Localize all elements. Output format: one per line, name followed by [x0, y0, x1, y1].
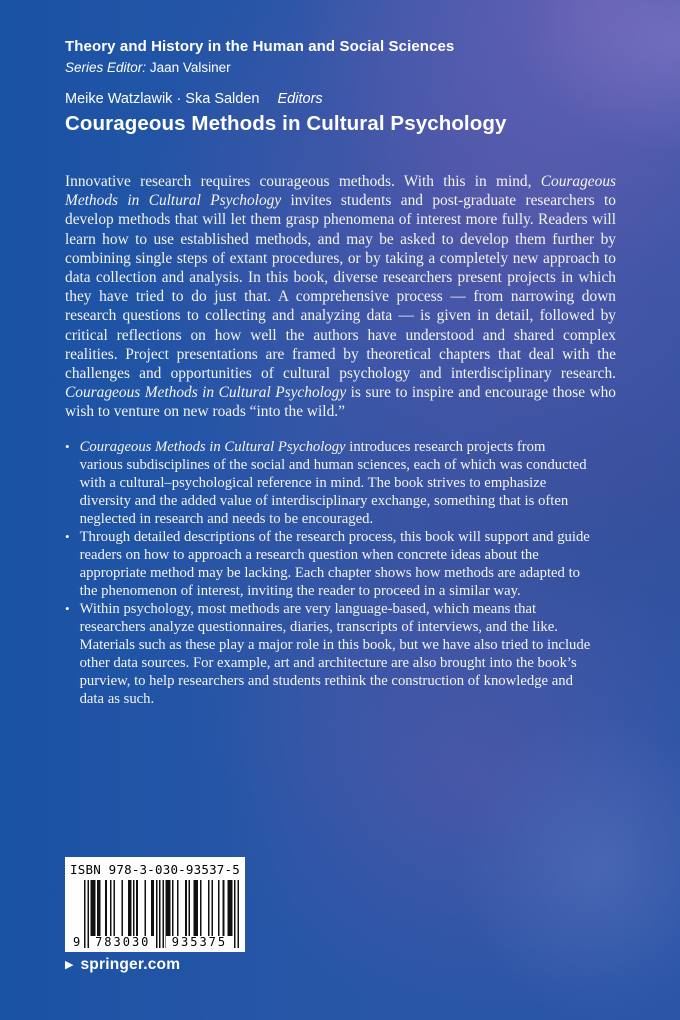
- book-title: Courageous Methods in Cultural Psychology: [65, 112, 507, 135]
- springer-arrow-icon: ▶: [65, 958, 74, 971]
- editor-names: Meike Watzlawik · Ska Salden: [65, 91, 260, 107]
- synopsis-paragraph: Innovative research requires courageous methods. With this in mind, Courageous Methods in Cultural Psychology invites students and post-graduate researchers to develop methods that will let them grasp phenomena of interest more fully. Readers will learn how to use established methods, and may be asked to develop them further by combining single steps of extant procedures, or by taking a completely new approach to data collection and analysis. In this book, diverse researchers present projects in which they have tried to do just that. A comprehensive process — from narrowing down research questions to collecting and analyzing data — is given in detail, followed by critical reflections on how well the authors have understood and shared complex realities. Project presentations are framed by theoretical chapters that deal with the challenges and opportunities of cultural psychology and interdisciplinary research. Courageous Methods in Cultural Psychology is sure to inspire and encourage those who wish to venture on new roads “into the wild.”: [65, 173, 616, 421]
- editors-label: Editors: [277, 91, 323, 107]
- series-editor-line: [65, 59, 616, 76]
- list-item: [65, 438, 591, 528]
- list-item: [65, 528, 591, 600]
- bullet-icon: •: [65, 438, 70, 454]
- publisher-footer: [65, 956, 180, 974]
- list-item: [65, 600, 591, 708]
- series-editor-name: Jaan Valsiner: [149, 60, 231, 75]
- bullet-text: Through detailed descriptions of the research process, this book will support and guide readers on how to approach a research question when concrete ideas about the appropriate method may be lacking. Each chapter shows how methods are adapted to the phenomenon of interest, inviting the reader to proceed in a similar way.: [79, 528, 590, 599]
- byline: [65, 91, 616, 108]
- isbn-barcode: [65, 857, 245, 952]
- barcode-digits-left: 783030: [89, 936, 156, 949]
- barcode-digits-right: 935375: [166, 936, 233, 949]
- series-editor-label: Series Editor:: [65, 60, 147, 75]
- springer-url: springer.com: [80, 956, 181, 973]
- barcode-area: [73, 880, 239, 948]
- series-title: Theory and History in the Human and Social Sciences: [65, 38, 455, 55]
- cover-content: [65, 38, 616, 708]
- barcode-bars-area: [84, 880, 239, 948]
- bullet-list: [65, 438, 591, 708]
- barcode-lead-digit: 9: [73, 935, 81, 949]
- isbn-number: ISBN 978-3-030-93537-5: [70, 862, 240, 877]
- bullet-text: Courageous Methods in Cultural Psychology introduces research projects from various subdisciplines of the social and human sciences, each of which was conducted with a cultural–psychological reference in mind. The book strives to emphasize diversity and the added value of interdisciplinary exchange, something that is often neglected in research and needs to be encouraged.: [79, 438, 587, 527]
- bullet-icon: •: [65, 600, 70, 616]
- bullet-icon: •: [65, 528, 70, 544]
- bullet-text: Within psychology, most methods are very language-based, which means that researchers analyze questionnaires, diaries, transcripts of interviews, and the like. Materials such as these play a major role in this book, but we have also tried to include other data sources. For example, art and architecture are also brought into the book’s purview, to help researchers and students rethink the construction of knowledge and data as such.: [79, 600, 591, 707]
